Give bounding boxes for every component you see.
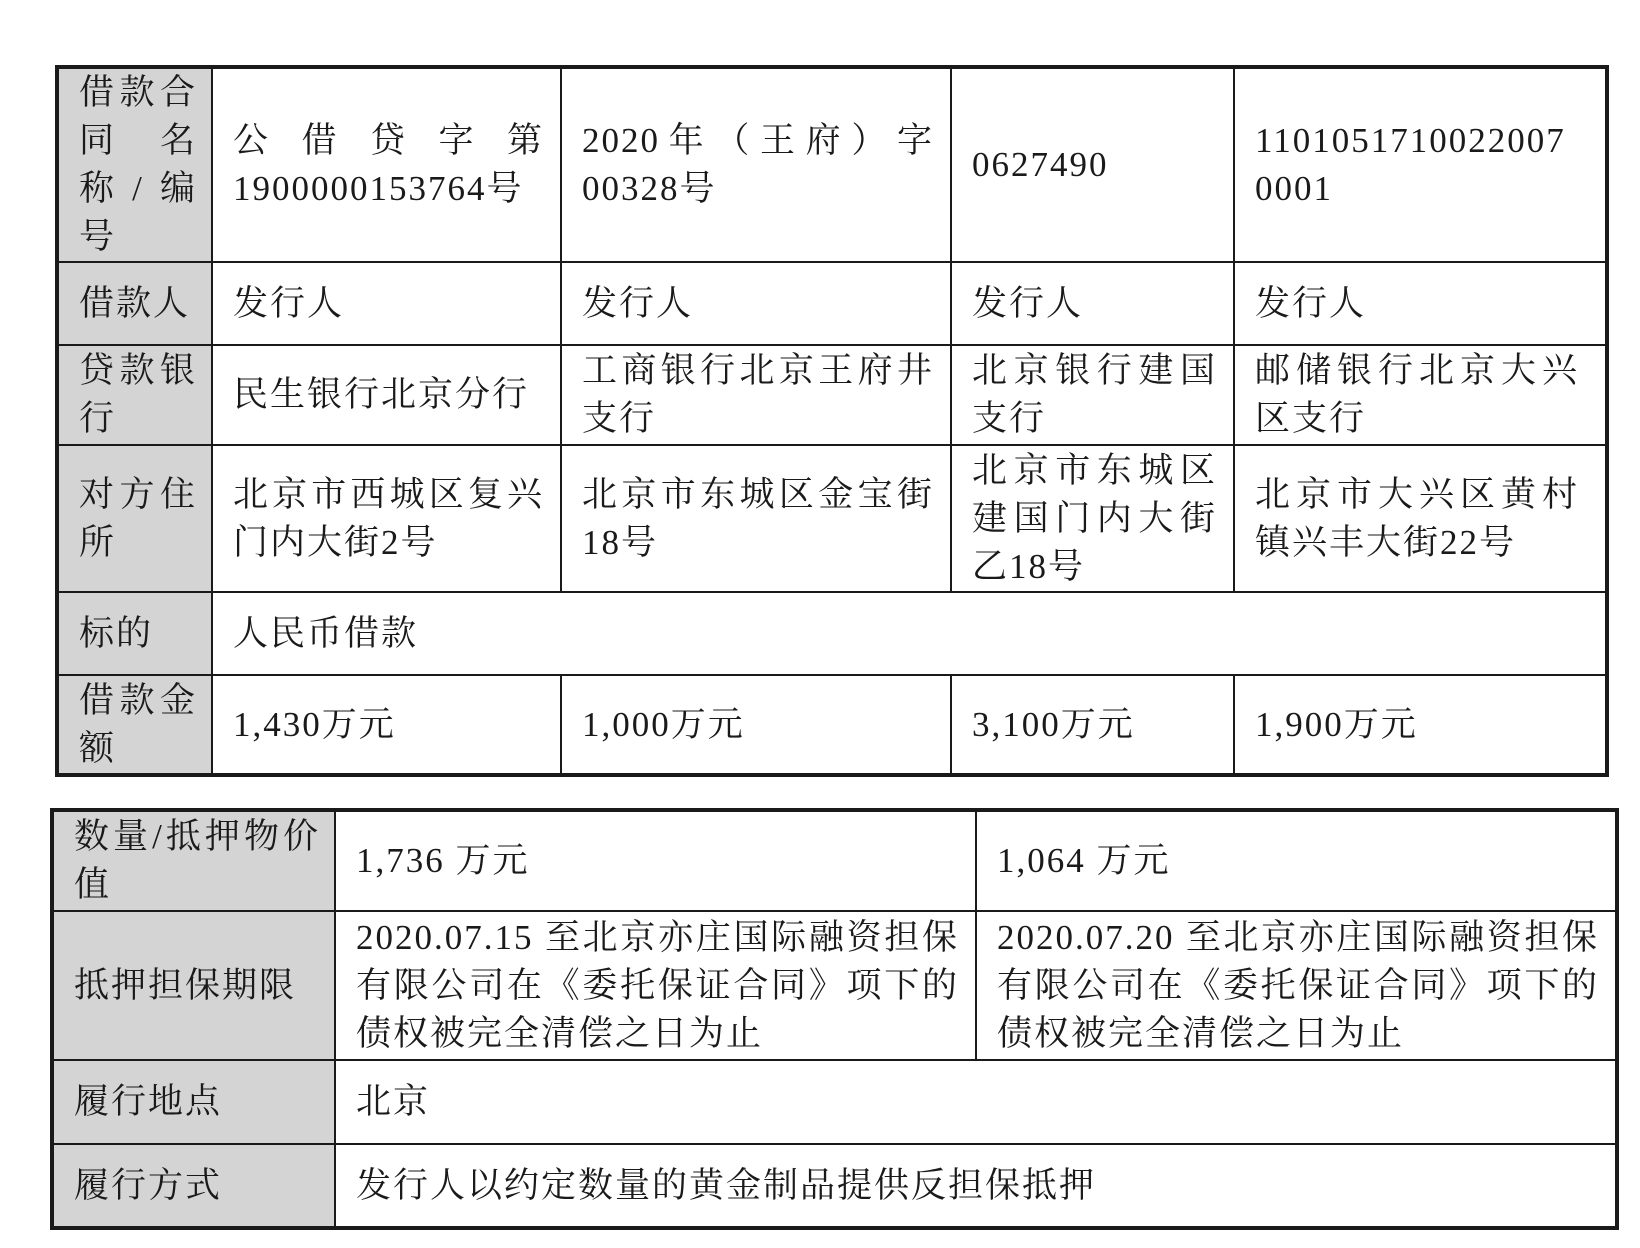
lender-bank-row (57, 345, 1607, 445)
counterparty-address-cell-2: 北京市东城区金宝街18号 (561, 445, 951, 592)
counterparty-address-cell-3: 北京市东城区建国门内大街乙18号 (951, 445, 1234, 592)
loan-contract-table (55, 65, 1609, 777)
guarantee-period-label: 抵押担保期限 (52, 911, 335, 1060)
counterparty-address-label: 对方住所 (57, 445, 212, 592)
counterparty-address-row (57, 445, 1607, 592)
contract-no-cell-2: 2020年（王府）字00328号 (561, 67, 951, 262)
borrower-cell-1: 发行人 (212, 262, 561, 345)
borrower-row (57, 262, 1607, 345)
borrower-label: 借款人 (57, 262, 212, 345)
lender-bank-cell-1: 民生银行北京分行 (212, 345, 561, 445)
quantity-value-label: 数量/抵押物价值 (52, 810, 335, 911)
contract-no-label: 借款合同名称/编号 (57, 67, 212, 262)
subject-cell: 人民币借款 (212, 592, 1607, 675)
loan-amount-row (57, 675, 1607, 775)
borrower-cell-3: 发行人 (951, 262, 1234, 345)
loan-amount-cell-2: 1,000万元 (561, 675, 951, 775)
guarantee-period-cell-2: 2020.07.20 至北京亦庄国际融资担保有限公司在《委托保证合同》项下的债权被完全清偿之日为止 (976, 911, 1617, 1060)
performance-place-label: 履行地点 (52, 1060, 335, 1144)
performance-method-label: 履行方式 (52, 1144, 335, 1228)
lender-bank-cell-4: 邮储银行北京大兴区支行 (1234, 345, 1607, 445)
lender-bank-label: 贷款银行 (57, 345, 212, 445)
loan-amount-label: 借款金额 (57, 675, 212, 775)
borrower-cell-4: 发行人 (1234, 262, 1607, 345)
quantity-value-cell-2: 1,064 万元 (976, 810, 1617, 911)
loan-amount-cell-4: 1,900万元 (1234, 675, 1607, 775)
guarantee-period-cell-1: 2020.07.15 至北京亦庄国际融资担保有限公司在《委托保证合同》项下的债权被完全清偿之日为止 (335, 911, 976, 1060)
pledge-table (50, 808, 1619, 1230)
contract-no-row (57, 67, 1607, 262)
loan-amount-cell-3: 3,100万元 (951, 675, 1234, 775)
subject-row (57, 592, 1607, 675)
loan-amount-cell-1: 1,430万元 (212, 675, 561, 775)
contract-no-cell-4: 11010517100220070001 (1234, 67, 1607, 262)
quantity-value-cell-1: 1,736 万元 (335, 810, 976, 911)
quantity-value-row (52, 810, 1617, 911)
performance-method-row (52, 1144, 1617, 1228)
lender-bank-cell-2: 工商银行北京王府井支行 (561, 345, 951, 445)
lender-bank-cell-3: 北京银行建国支行 (951, 345, 1234, 445)
borrower-cell-2: 发行人 (561, 262, 951, 345)
contract-no-cell-3: 0627490 (951, 67, 1234, 262)
subject-label: 标的 (57, 592, 212, 675)
performance-place-row (52, 1060, 1617, 1144)
counterparty-address-cell-4: 北京市大兴区黄村镇兴丰大街22号 (1234, 445, 1607, 592)
counterparty-address-cell-1: 北京市西城区复兴门内大街2号 (212, 445, 561, 592)
performance-place-cell: 北京 (335, 1060, 1617, 1144)
contract-no-cell-1: 公借贷字第1900000153764号 (212, 67, 561, 262)
performance-method-cell: 发行人以约定数量的黄金制品提供反担保抵押 (335, 1144, 1617, 1228)
guarantee-period-row (52, 911, 1617, 1060)
